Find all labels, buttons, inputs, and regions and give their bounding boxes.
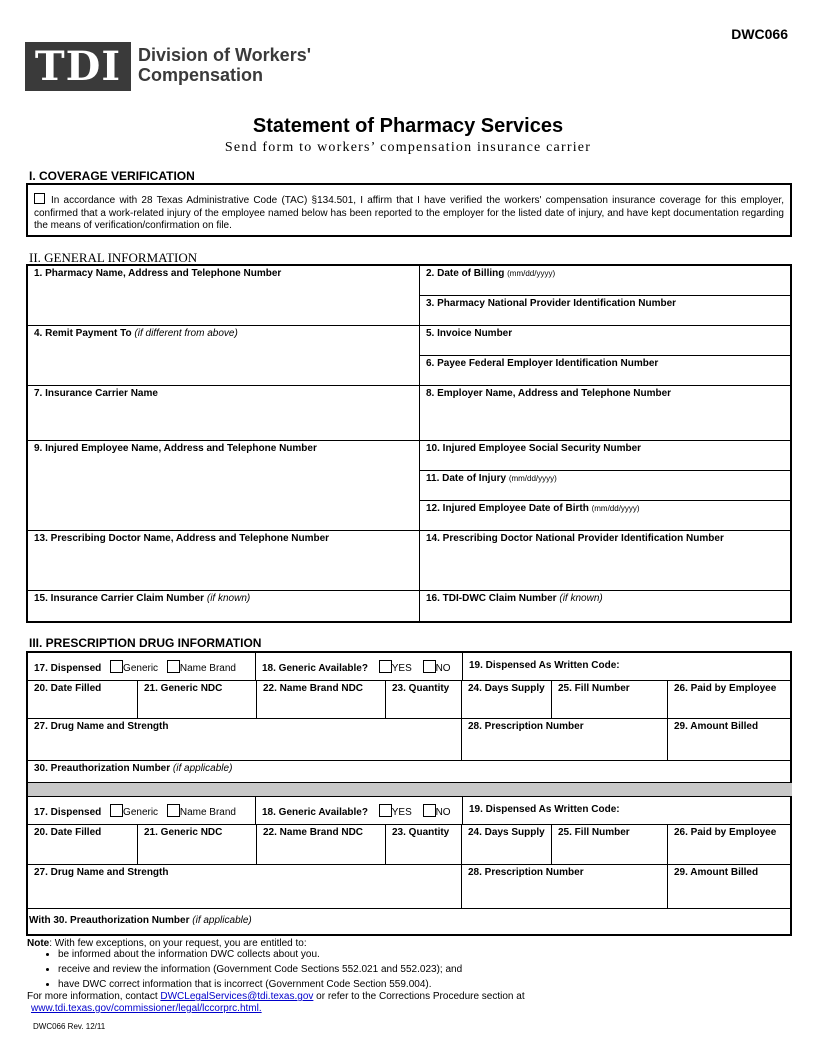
more-info-post: or refer to the Corrections Procedure section at	[313, 991, 525, 1002]
tdi-logo: TDI	[25, 42, 131, 91]
coverage-statement	[34, 193, 784, 233]
page-title: Statement of Pharmacy Services	[252, 115, 564, 137]
field-12[interactable]: 12. Injured Employee Date of Birth (mm/dd/yyyy)	[420, 501, 792, 531]
field-21-generic-ndc[interactable]: 21. Generic NDC	[138, 681, 257, 719]
field-10[interactable]: 10. Injured Employee Social Security Number	[420, 441, 792, 471]
section-2-heading: II. GENERAL INFORMATION	[29, 250, 198, 265]
coverage-text: In accordance with 28 Texas Administrative Code (TAC) §134.501, I affirm that I have verified the workers' compensation insurance coverage for this employer, confirmed that a work-related injury of the employee named below has been reported to the employer for the listed date of injury, and have kept documentation regarding the means of verification/confirmation on file.	[34, 195, 784, 231]
yes-checkbox-2[interactable]	[379, 804, 392, 817]
field-25-fill-number-2[interactable]: 25. Fill Number	[552, 825, 668, 865]
note-list	[27, 949, 797, 990]
field-30-preauth[interactable]: 30. Preauthorization Number (if applicable)	[28, 761, 792, 783]
coverage-checkbox[interactable]	[34, 193, 45, 204]
field-22-name-brand-ndc-2[interactable]: 22. Name Brand NDC	[257, 825, 386, 865]
email-link[interactable]: DWCLegalServices@tdi.texas.gov	[160, 991, 314, 1002]
field-17-dispensed-2: 17. Dispensed Generic Name Brand	[28, 797, 256, 825]
field-21-generic-ndc-2[interactable]: 21. Generic NDC	[138, 825, 257, 865]
field-9[interactable]: 9. Injured Employee Name, Address and Telephone Number	[28, 441, 420, 531]
field-27-drug-name-2[interactable]: 27. Drug Name and Strength	[28, 865, 462, 909]
field-5[interactable]: 5. Invoice Number	[420, 326, 792, 356]
form-id: DWC066	[731, 26, 788, 42]
field-1[interactable]: 1. Pharmacy Name, Address and Telephone Number	[28, 266, 420, 326]
field-29-amount-billed-2[interactable]: 29. Amount Billed	[668, 865, 792, 909]
field-17-dispensed: 17. Dispensed Generic Name Brand	[28, 653, 256, 681]
field-8[interactable]: 8. Employer Name, Address and Telephone Number	[420, 386, 792, 441]
no-checkbox[interactable]	[423, 660, 436, 673]
yes-checkbox[interactable]	[379, 660, 392, 673]
general-info-table	[26, 264, 792, 623]
field-13[interactable]: 13. Prescribing Doctor Name, Address and Telephone Number	[28, 531, 420, 591]
name-brand-checkbox[interactable]	[167, 660, 180, 673]
block-divider	[28, 783, 792, 797]
prescription-table	[26, 651, 792, 936]
field-15[interactable]: 15. Insurance Carrier Claim Number (if known)	[28, 591, 420, 621]
field-2[interactable]: 2. Date of Billing (mm/dd/yyyy)	[420, 266, 792, 296]
more-info-pre: For more information, contact	[27, 991, 161, 1002]
field-3[interactable]: 3. Pharmacy National Provider Identification Number	[420, 296, 792, 326]
no-checkbox-2[interactable]	[423, 804, 436, 817]
field-16[interactable]: 16. TDI-DWC Claim Number (if known)	[426, 593, 603, 604]
field-18-generic-available-2: 18. Generic Available? YES NO	[256, 797, 462, 825]
note-label: Note	[27, 938, 50, 949]
field-19-daw-code-2[interactable]: 19. Dispensed As Written Code:	[462, 797, 792, 825]
note-bullet: • be informed about the information DWC collects about you.	[58, 949, 797, 960]
field-26-paid-by-employee-2[interactable]: 26. Paid by Employee	[668, 825, 792, 865]
agency-line-1: Division of Workers'	[138, 45, 311, 65]
field-20-date-filled[interactable]: 20. Date Filled	[28, 681, 138, 719]
corrections-url-link[interactable]: www.tdi.texas.gov/commissioner/legal/lccorprc.html.	[31, 1003, 262, 1014]
field-24-days-supply-2[interactable]: 24. Days Supply	[462, 825, 552, 865]
field-23-quantity-2[interactable]: 23. Quantity	[386, 825, 462, 865]
field-6[interactable]: 6. Payee Federal Employer Identification Number	[420, 356, 792, 386]
field-24-days-supply[interactable]: 24. Days Supply	[462, 681, 552, 719]
field-25-fill-number[interactable]: 25. Fill Number	[552, 681, 668, 719]
field-23-quantity[interactable]: 23. Quantity	[386, 681, 462, 719]
agency-line-2: Compensation	[138, 65, 264, 85]
generic-checkbox-2[interactable]	[110, 804, 123, 817]
note-bullet: • receive and review the information (Government Code Sections 552.021 and 552.023); and	[58, 964, 797, 975]
field-18-generic-available: 18. Generic Available? YES NO	[256, 653, 462, 681]
generic-checkbox[interactable]	[110, 660, 123, 673]
note-intro: : With few exceptions, on your request, you are entitled to:	[49, 938, 307, 949]
field-28-rx-number-2[interactable]: 28. Prescription Number	[462, 865, 668, 909]
section-3-heading: III. PRESCRIPTION DRUG INFORMATION	[29, 636, 262, 650]
section-1-heading: I. COVERAGE VERIFICATION	[29, 169, 195, 183]
field-19-daw-code[interactable]: 19. Dispensed As Written Code:	[462, 653, 792, 681]
field-11[interactable]: 11. Date of Injury (mm/dd/yyyy)	[420, 471, 792, 501]
field-30-preauth-2[interactable]: With 30. Preauthorization Number (if applicable)	[29, 915, 252, 926]
field-20-date-filled-2[interactable]: 20. Date Filled	[28, 825, 138, 865]
page-subtitle: Send form to workers’ compensation insurance carrier	[224, 140, 592, 155]
field-7[interactable]: 7. Insurance Carrier Name	[28, 386, 420, 441]
field-29-amount-billed[interactable]: 29. Amount Billed	[668, 719, 792, 761]
field-28-rx-number[interactable]: 28. Prescription Number	[462, 719, 668, 761]
revision-label: DWC066 Rev. 12/11	[33, 1022, 106, 1031]
field-27-drug-name[interactable]: 27. Drug Name and Strength	[28, 719, 462, 761]
field-4[interactable]: 4. Remit Payment To (if different from above)	[28, 326, 420, 386]
field-14[interactable]: 14. Prescribing Doctor National Provider Identification Number	[420, 531, 792, 591]
name-brand-checkbox-2[interactable]	[167, 804, 180, 817]
field-22-name-brand-ndc[interactable]: 22. Name Brand NDC	[257, 681, 386, 719]
agency-name	[138, 45, 311, 85]
note-bullet: • have DWC correct information that is incorrect (Government Code Section 559.004).	[58, 979, 797, 990]
privacy-note	[27, 938, 797, 1014]
field-26-paid-by-employee[interactable]: 26. Paid by Employee	[668, 681, 792, 719]
